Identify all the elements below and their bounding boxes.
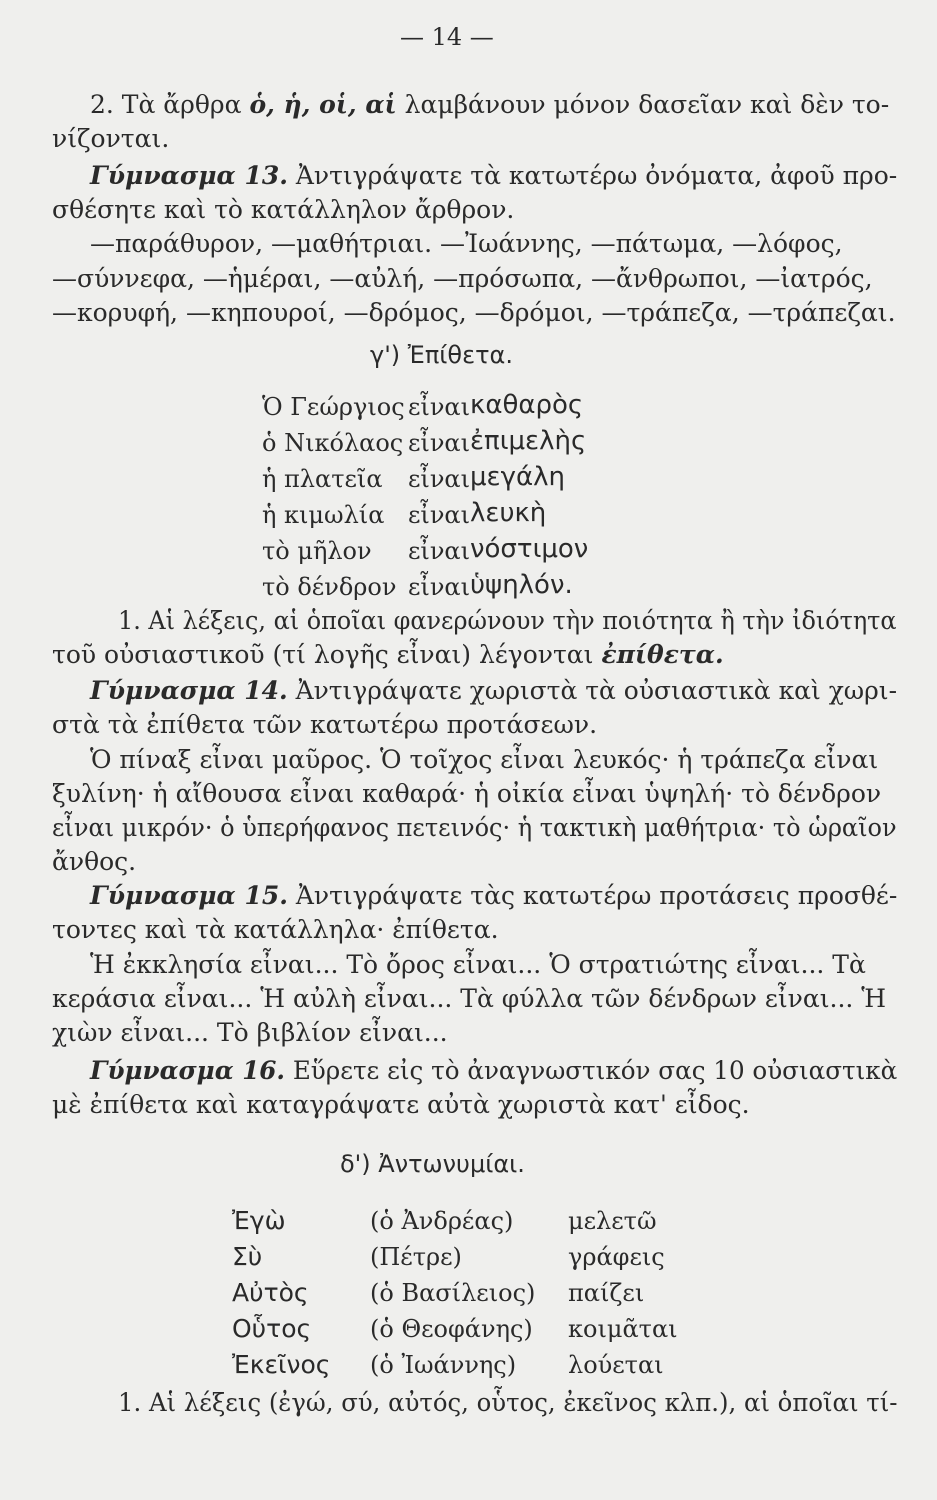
example-verb: εἶναι — [408, 393, 471, 421]
example-subject: τὸ μῆλον — [262, 537, 372, 565]
example-adjective: λευκὴ — [470, 498, 547, 528]
example-verb: κοιμᾶται — [568, 1315, 678, 1343]
exercise-14-line-1 — [90, 676, 897, 706]
text: λαμβάνουν μόνον δασεῖαν καὶ δὲν το- — [396, 90, 890, 119]
exercise-15-line-2: τοντες καὶ τὰ κατάλληλα· ἐπίθετα. — [52, 915, 499, 944]
rule-2-line-2: νίζονται. — [52, 124, 170, 153]
exercise-15-line-3: Ἡ ἐκκλησία εἶναι... Τὸ ὄρος εἶναι... Ὁ στρατιώτης εἶναι... Τὰ — [90, 950, 866, 979]
example-adjective: ἐπιμελὴς — [470, 426, 587, 456]
text: Ἀντιγράψατε χωριστὰ τὰ οὐσιαστικὰ καὶ χωρι- — [287, 676, 898, 705]
example-verb: γράφεις — [568, 1243, 665, 1271]
text: 2. Τὰ ἄρθρα — [90, 90, 250, 119]
articles-text: ὁ, ἡ, οἱ, αἱ — [249, 90, 397, 119]
pronoun-rule-line-1: 1. Αἱ λέξεις (ἐγώ, σύ, αὐτός, οὗτος, ἐκεῖνος κλπ.), αἱ ὁποῖαι τί- — [118, 1388, 898, 1417]
text: Ἀντιγράψατε τὰς κατωτέρω προτάσεις προσθέ- — [287, 881, 898, 910]
exercise-14-line-3: Ὁ πίναξ εἶναι μαῦρος. Ὁ τοῖχος εἶναι λευκός· ἡ τράπεζα εἶναι — [90, 745, 879, 774]
example-name: (ὁ Βασίλειος) — [370, 1279, 536, 1307]
example-adjective: καθαρὸς — [470, 390, 584, 420]
example-verb: εἶναι — [408, 501, 471, 529]
text: Εὕρετε εἰς τὸ ἀναγνωστικόν σας 10 οὐσιαστικὰ — [285, 1056, 898, 1085]
text: Ἀντιγράψατε τὰ κατωτέρω ὀνόματα, ἀφοῦ προ- — [287, 161, 898, 190]
page-number: — 14 — — [400, 23, 494, 51]
example-name: (Πέτρε) — [370, 1243, 462, 1271]
example-name: (ὁ Θεοφάνης) — [370, 1315, 533, 1343]
example-pronoun: Ἐγὼ — [232, 1206, 286, 1235]
exercise-16-line-1 — [90, 1056, 897, 1086]
example-verb: εἶναι — [408, 429, 471, 457]
example-verb: μελετῶ — [568, 1207, 657, 1235]
example-verb: εἶναι — [408, 465, 471, 493]
exercise-15-line-4: κεράσια εἶναι... Ἡ αὐλὴ εἶναι... Τὰ φύλλα τῶν δένδρων εἶναι... Ἡ — [52, 984, 887, 1013]
exercise-label: Γύμνασμα 14. — [90, 676, 288, 705]
example-verb: λούεται — [568, 1351, 664, 1379]
text: τοῦ οὐσιαστικοῦ (τί λογῆς εἶναι) λέγονται — [52, 640, 602, 669]
example-pronoun: Αὐτὸς — [232, 1278, 309, 1307]
exercise-14-line-2: στὰ τὰ ἐπίθετα τῶν κατωτέρω προτάσεων. — [52, 710, 598, 739]
word-list-line-1: —παράθυρον, —μαθήτριαι. —Ἰωάννης, —πάτωμα, —λόφος, — [90, 229, 843, 258]
exercise-15-line-5: χιὼν εἶναι... Τὸ βιβλίον εἶναι... — [52, 1018, 448, 1047]
example-pronoun: Ἐκεῖνος — [232, 1350, 331, 1379]
example-name: (ὁ Ἀνδρέας) — [370, 1207, 514, 1235]
exercise-label: Γύμνασμα 16. — [90, 1056, 286, 1085]
example-subject: ὁ Νικόλαος — [262, 429, 404, 457]
adjective-rule-line-1: 1. Αἱ λέξεις, αἱ ὁποῖαι φανερώνουν τὴν ποιότητα ἢ τὴν ἰδιότητα — [118, 606, 897, 635]
exercise-14-line-5: εἶναι μικρόν· ὁ ὑπερήφανος πετεινός· ἡ τακτικὴ μαθήτρια· τὸ ὡραῖον — [52, 813, 897, 842]
example-subject: ἡ πλατεῖα — [262, 465, 383, 493]
example-name: (ὁ Ἰωάννης) — [370, 1351, 517, 1379]
exercise-16-line-2: μὲ ἐπίθετα καὶ καταγράψατε αὐτὰ χωριστὰ κατ' εἶδος. — [52, 1090, 750, 1119]
word-list-line-3: —κορυφή, —κηπουροί, —δρόμος, —δρόμοι, —τράπεζα, —τράπεζαι. — [52, 298, 896, 327]
term-text: ἐπίθετα. — [601, 640, 724, 669]
example-verb: εἶναι — [408, 573, 471, 601]
exercise-14-line-6: ἄνθος. — [52, 847, 137, 876]
exercise-13-line-1 — [90, 161, 897, 191]
example-pronoun: Σὺ — [232, 1242, 263, 1271]
section-heading-adjectives: γ') Ἐπίθετα. — [370, 341, 513, 369]
example-subject: Ὁ Γεώργιος — [262, 393, 405, 421]
example-adjective: μεγάλη — [470, 462, 565, 492]
rule-2-line-1 — [90, 90, 889, 120]
example-pronoun: Οὗτος — [232, 1314, 312, 1343]
section-heading-pronouns: δ') Ἀντωνυμίαι. — [340, 1150, 525, 1178]
example-subject: ἡ κιμωλία — [262, 501, 385, 529]
example-adjective: νόστιμον — [470, 534, 589, 564]
example-verb: παίζει — [568, 1279, 645, 1307]
example-adjective: ὑψηλόν. — [470, 570, 573, 600]
example-subject: τὸ δένδρον — [262, 573, 397, 601]
word-list-line-2: —σύννεφα, —ἡμέραι, —αὐλή, —πρόσωπα, —ἄνθρωποι, —ἰατρός, — [52, 264, 873, 293]
exercise-15-line-1 — [90, 881, 897, 911]
exercise-14-line-4: ξυλίνη· ἡ αἴθουσα εἶναι καθαρά· ἡ οἰκία εἶναι ὑψηλή· τὸ δένδρον — [52, 779, 882, 808]
example-verb: εἶναι — [408, 537, 471, 565]
exercise-13-line-2: σθέσητε καὶ τὸ κατάλληλον ἄρθρον. — [52, 195, 515, 224]
exercise-label: Γύμνασμα 13. — [90, 161, 288, 190]
exercise-label: Γύμνασμα 15. — [90, 881, 288, 910]
adjective-rule-line-2 — [52, 640, 724, 670]
